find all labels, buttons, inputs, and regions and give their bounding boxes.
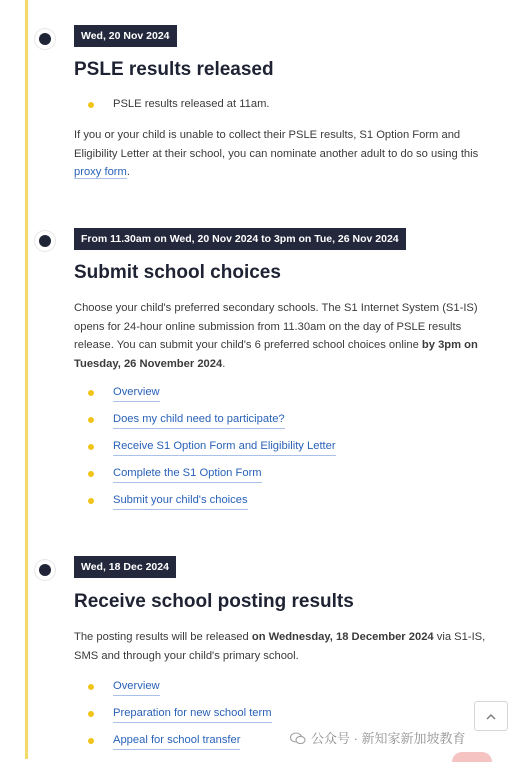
list-item-text: PSLE results released at 11am. — [113, 98, 270, 110]
timeline-dot — [39, 235, 51, 247]
link-receive-option-form[interactable]: Receive S1 Option Form and Eligibility Letter — [113, 437, 336, 456]
chevron-up-icon — [486, 709, 496, 723]
watermark-text: 公众号 · 新知家新加坡教育 — [311, 731, 466, 746]
link-appeal-transfer[interactable]: Appeal for school transfer — [113, 731, 240, 750]
bullet-icon — [88, 471, 94, 477]
timeline-dot — [39, 33, 51, 45]
section-paragraph — [74, 299, 502, 373]
bullet-icon — [88, 498, 94, 504]
paragraph-text-end: . — [126, 166, 130, 178]
paragraph-text: Choose your child's preferred secondary schools. The S1 Internet System (S1-IS) opens for 24-hour online submission from 11.30am on the day of PSLE results release. You can submit your child's 6 preferred school choices online — [74, 302, 478, 351]
date-badge: From 11.30am on Wed, 20 Nov 2024 to 3pm on Tue, 26 Nov 2024 — [74, 228, 406, 250]
bullet-icon — [88, 738, 94, 744]
timeline-dot — [39, 564, 51, 576]
link-overview[interactable]: Overview — [113, 383, 160, 402]
bullet-icon — [88, 684, 94, 690]
watermark — [290, 729, 466, 749]
section-title: PSLE results released — [74, 59, 274, 80]
paragraph-bold: by 3pm on Tuesday, 26 November 2024 — [74, 339, 478, 370]
link-complete-option-form[interactable]: Complete the S1 Option Form — [113, 464, 262, 483]
paragraph-bold: on Wednesday, 18 December 2024 — [251, 631, 434, 643]
scroll-to-top-button[interactable] — [474, 701, 508, 731]
bullet-icon — [88, 102, 94, 108]
date-badge: Wed, 18 Dec 2024 — [74, 556, 176, 578]
paragraph-text: If you or your child is unable to collect their PSLE results, S1 Option Form and Eligibility Letter at their school, you can nominate another adult to do so using this — [74, 129, 479, 160]
link-participate[interactable]: Does my child need to participate? — [113, 410, 285, 429]
timeline-line — [25, 0, 28, 759]
wechat-icon — [290, 731, 306, 744]
link-preparation[interactable]: Preparation for new school term — [113, 704, 272, 723]
decorative-shape — [452, 752, 492, 762]
link-overview[interactable]: Overview — [113, 677, 160, 696]
paragraph-text: The posting results will be released — [74, 631, 252, 643]
section-title: Receive school posting results — [74, 591, 354, 612]
section-title: Submit school choices — [74, 262, 281, 283]
bullet-icon — [88, 711, 94, 717]
link-submit-choices[interactable]: Submit your child's choices — [113, 491, 248, 510]
section-paragraph — [74, 628, 502, 665]
bullet-icon — [88, 390, 94, 396]
paragraph-text-end: . — [222, 357, 226, 370]
section-paragraph — [74, 126, 502, 182]
bullet-icon — [88, 444, 94, 450]
proxy-form-link[interactable]: proxy form — [74, 166, 127, 178]
bullet-icon — [88, 417, 94, 423]
date-badge: Wed, 20 Nov 2024 — [74, 25, 177, 47]
paragraph-text-end: via S1-IS, SMS and through your child's primary school. — [74, 631, 486, 662]
